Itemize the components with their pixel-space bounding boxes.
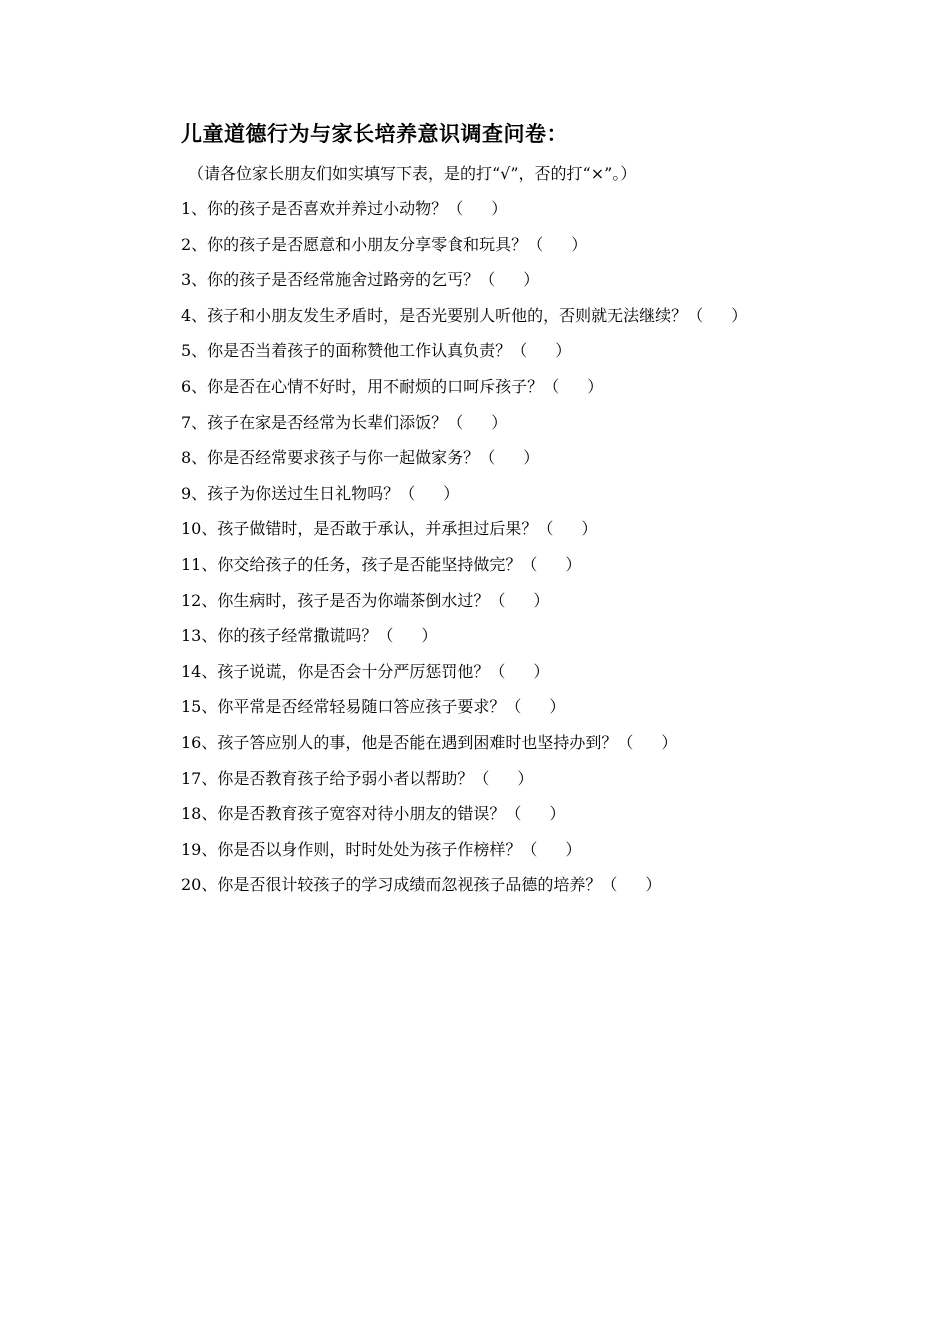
- answer-paren-open: （: [521, 554, 538, 574]
- answer-paren-open: （: [521, 839, 538, 859]
- answer-paren-open: （: [505, 697, 522, 717]
- answer-paren-close: ）: [587, 376, 604, 396]
- question-item: [181, 590, 743, 626]
- question-text: 2、你的孩子是否愿意和小朋友分享零食和玩具？: [181, 234, 528, 254]
- question-text: 11、你交给孩子的任务，孩子是否能坚持做完？: [181, 554, 522, 574]
- question-text: 10、孩子做错时，是否敢于承认，并承担过后果？: [181, 519, 538, 539]
- answer-paren-close: ）: [491, 199, 508, 218]
- answer-paren-close: ）: [421, 626, 438, 646]
- question-item: [181, 412, 743, 448]
- question-list: [181, 198, 748, 910]
- question-text: 15、你平常是否经常轻易随口答应孩子要求？: [181, 697, 506, 717]
- question-text: 7、孩子在家是否经常为长辈们添饭？: [181, 412, 448, 432]
- question-item: [181, 554, 743, 590]
- question-text: 20、你是否很计较孩子的学习成绩而忽视孩子品德的培养？: [181, 875, 602, 895]
- answer-paren-close: ）: [565, 554, 582, 574]
- question-item: [181, 483, 743, 519]
- answer-paren-open: （: [505, 804, 522, 824]
- question-item: [181, 305, 748, 341]
- question-item: [181, 803, 743, 839]
- question-text: 19、你是否以身作则，时时处处为孩子作榜样？: [181, 839, 522, 859]
- answer-paren-open: （: [489, 590, 506, 610]
- answer-paren-close: ）: [533, 590, 550, 610]
- answer-paren-close: ）: [533, 661, 550, 681]
- answer-blank[interactable]: [527, 234, 588, 256]
- answer-paren-close: ）: [443, 483, 460, 503]
- answer-blank[interactable]: [537, 518, 598, 540]
- answer-blank[interactable]: [505, 696, 566, 718]
- answer-paren-close: ）: [731, 305, 748, 325]
- answer-paren-open: （: [489, 661, 506, 681]
- question-text: 12、你生病时，孩子是否为你端茶倒水过？: [181, 590, 490, 610]
- answer-blank[interactable]: [617, 732, 678, 754]
- answer-paren-close: ）: [571, 234, 588, 254]
- answer-paren-open: （: [377, 626, 394, 646]
- answer-paren-open: （: [527, 234, 544, 254]
- answer-blank[interactable]: [447, 412, 508, 434]
- answer-paren-open: （: [617, 732, 634, 752]
- answer-blank[interactable]: [489, 661, 550, 683]
- answer-blank[interactable]: [399, 483, 460, 505]
- question-text: 16、孩子答应别人的事，他是否能在遇到困难时也坚持办到？: [181, 732, 618, 752]
- answer-paren-close: ）: [549, 804, 566, 824]
- question-text: 18、你是否教育孩子宽容对待小朋友的错误？: [181, 804, 506, 824]
- question-text: 4、孩子和小朋友发生矛盾时，是否光要别人听他的，否则就无法继续？: [181, 305, 688, 325]
- answer-paren-open: （: [447, 199, 464, 218]
- answer-blank[interactable]: [479, 269, 540, 291]
- answer-blank[interactable]: [521, 839, 582, 861]
- question-item: [181, 376, 743, 412]
- question-item: [181, 625, 743, 661]
- question-text: 14、孩子说谎，你是否会十分严厉惩罚他？: [181, 661, 490, 681]
- answer-paren-close: ）: [491, 412, 508, 432]
- answer-blank[interactable]: [473, 768, 534, 790]
- answer-blank[interactable]: [505, 803, 566, 825]
- answer-paren-open: （: [687, 305, 704, 325]
- answer-blank[interactable]: [543, 376, 604, 398]
- question-item: [181, 269, 743, 305]
- question-item: [181, 340, 743, 376]
- answer-paren-close: ）: [565, 839, 582, 859]
- question-item: [181, 839, 743, 875]
- answer-blank[interactable]: [687, 305, 748, 327]
- answer-paren-open: （: [447, 412, 464, 432]
- question-text: 3、你的孩子是否经常施舍过路旁的乞丐？: [181, 270, 480, 290]
- question-text: 6、你是否在心情不好时，用不耐烦的口呵斥孩子？: [181, 376, 544, 396]
- answer-blank[interactable]: [521, 554, 582, 576]
- answer-blank[interactable]: [447, 198, 508, 220]
- question-item: [181, 874, 743, 910]
- answer-blank[interactable]: [479, 447, 540, 469]
- question-item: [181, 447, 743, 483]
- question-item: [181, 661, 743, 697]
- answer-paren-open: （: [473, 768, 490, 788]
- question-text: 5、你是否当着孩子的面称赞他工作认真负责？: [181, 341, 512, 361]
- survey-title: 儿童道德行为与家长培养意识调查问卷：: [181, 121, 568, 146]
- question-item: [181, 234, 743, 270]
- question-text: 9、孩子为你送过生日礼物吗？: [181, 483, 400, 503]
- question-text: 8、你是否经常要求孩子与你一起做家务？: [181, 448, 480, 468]
- answer-blank[interactable]: [511, 340, 572, 362]
- answer-paren-open: （: [511, 341, 528, 361]
- question-item: [181, 518, 743, 554]
- answer-paren-close: ）: [523, 448, 540, 468]
- answer-paren-close: ）: [645, 875, 662, 895]
- answer-paren-close: ）: [661, 732, 678, 752]
- answer-blank[interactable]: [377, 625, 438, 647]
- answer-paren-close: ）: [517, 768, 534, 788]
- answer-blank[interactable]: [601, 874, 662, 896]
- answer-blank[interactable]: [489, 590, 550, 612]
- question-text: 1、你的孩子是否喜欢并养过小动物？: [181, 199, 448, 218]
- question-text: 17、你是否教育孩子给予弱小者以帮助？: [181, 768, 474, 788]
- answer-paren-open: （: [479, 448, 496, 468]
- answer-paren-open: （: [479, 270, 496, 290]
- answer-paren-close: ）: [549, 697, 566, 717]
- survey-instruction: （请各位家长朋友们如实填写下表，是的打“√”，否的打“×”。）: [188, 164, 637, 183]
- answer-paren-close: ）: [555, 341, 572, 361]
- question-item: [181, 198, 743, 234]
- question-text: 13、你的孩子经常撒谎吗？: [181, 626, 378, 646]
- question-item: [181, 768, 743, 804]
- question-item: [181, 696, 743, 732]
- answer-paren-open: （: [537, 519, 554, 539]
- question-item: [181, 732, 743, 768]
- answer-paren-open: （: [601, 875, 618, 895]
- answer-paren-open: （: [543, 376, 560, 396]
- answer-paren-close: ）: [581, 519, 598, 539]
- answer-paren-open: （: [399, 483, 416, 503]
- answer-paren-close: ）: [523, 270, 540, 290]
